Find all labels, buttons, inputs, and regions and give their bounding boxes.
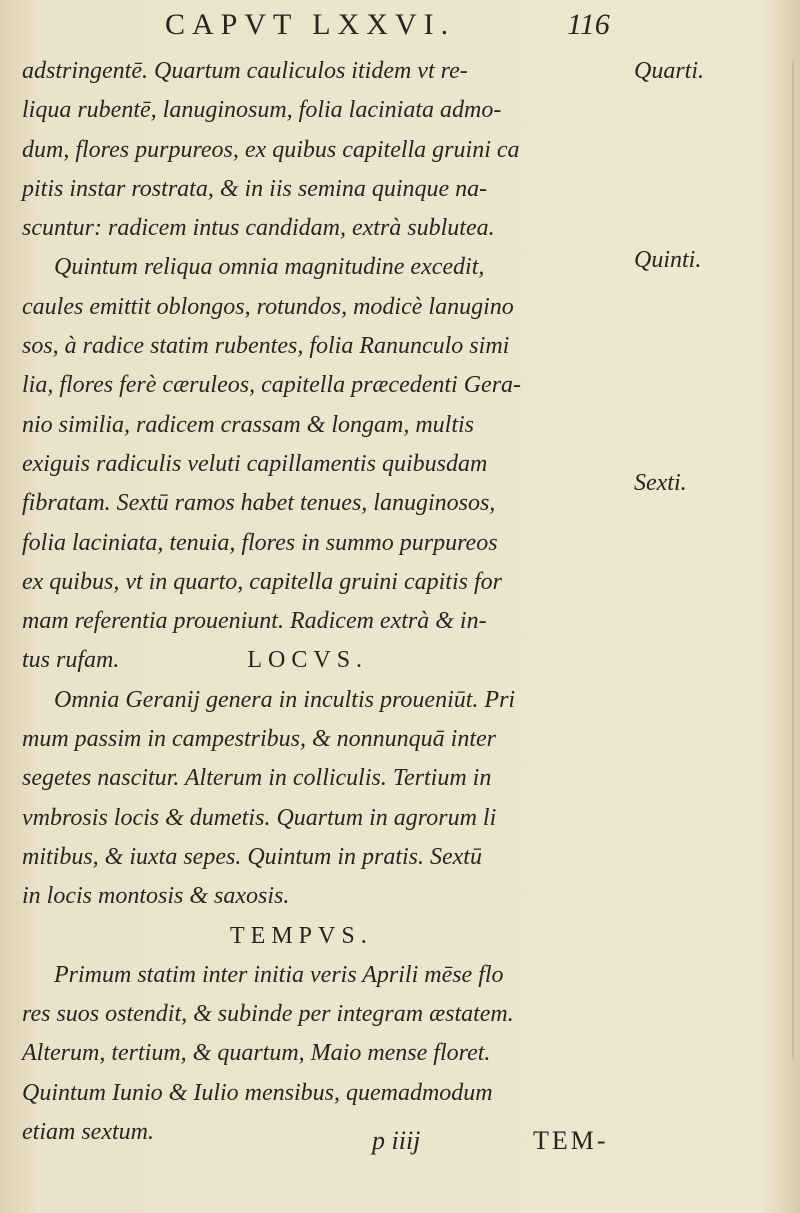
signature-mark: p iiij: [372, 1126, 421, 1155]
marginal-note-quinti: Quinti.: [634, 247, 702, 273]
text-line: segetes nascitur. Alterum in colliculis. Tertium in: [22, 765, 492, 792]
marginal-note-sexti: Sexti.: [634, 470, 687, 496]
text-line: ex quibus, vt in quarto, capitella gruini capitis for: [22, 568, 502, 595]
page-edge-shadow: [792, 60, 794, 1060]
text-line: caules emittit oblongos, rotundos, modicè lanugino: [22, 293, 514, 320]
text-line: etiam sextum.: [22, 1119, 154, 1146]
text-line: Primum statim inter initia veris Aprili mēse flo: [54, 961, 504, 988]
text-line: pitis instar rostrata, & in iis semina quinque na-: [22, 175, 488, 202]
text-line: Alterum, tertium, & quartum, Maio mense floret.: [22, 1040, 491, 1067]
text-line: Quintum Iunio & Iulio mensibus, quemadmodum: [22, 1079, 493, 1106]
section-heading-locus: LOCVS.: [247, 647, 369, 674]
text-line: fibratam. Sextū ramos habet tenues, lanuginosos,: [22, 490, 496, 517]
catchword: TEM-: [533, 1126, 609, 1155]
text-line: sos, à radice statim rubentes, folia Ranunculo simi: [22, 333, 510, 360]
text-line: tus rufam.: [22, 647, 120, 674]
page-header: [0, 6, 800, 46]
text-line: vmbrosis locis & dumetis. Quartum in agrorum li: [22, 804, 497, 831]
folio-number: 116: [567, 8, 610, 41]
text-line: mam referentia proueniunt. Radicem extrà & in-: [22, 608, 487, 635]
text-line: nio similia, radicem crassam & longam, multis: [22, 411, 475, 438]
running-head: CAPVT LXXVI.: [165, 8, 456, 41]
text-line: folia laciniata, tenuia, flores in summo purpureos: [22, 529, 498, 556]
text-line: liqua rubentē, lanuginosum, folia laciniata admo-: [22, 97, 502, 124]
text-line: mitibus, & iuxta sepes. Quintum in pratis. Sextū: [22, 843, 482, 870]
page-footer: [0, 1120, 800, 1170]
text-line: in locis montosis & saxosis.: [22, 883, 290, 910]
text-line: Omnia Geranij genera in incultis proueniūt. Pri: [54, 686, 516, 713]
text-line-with-heading: [22, 641, 632, 680]
text-line: dum, flores purpureos, ex quibus capitella gruini ca: [22, 136, 520, 163]
text-line: scuntur: radicem intus candidam, extrà sublutea.: [22, 215, 495, 242]
text-line: mum passim in campestribus, & nonnunquā inter: [22, 726, 496, 753]
text-line: lia, flores ferè cæruleos, capitella præcedenti Gera-: [22, 372, 522, 399]
marginal-note-quarti: Quarti.: [634, 58, 705, 84]
text-line: res suos ostendit, & subinde per integram æstatem.: [22, 1001, 514, 1028]
text-line: adstringentē. Quartum cauliculos itidem vt re-: [22, 58, 468, 84]
section-heading-tempus: TEMPVS.: [230, 922, 373, 949]
main-text-block: [22, 52, 632, 1152]
text-line: exiguis radiculis veluti capillamentis quibusdam: [22, 450, 488, 477]
text-line: Quintum reliqua omnia magnitudine excedit,: [54, 254, 485, 281]
